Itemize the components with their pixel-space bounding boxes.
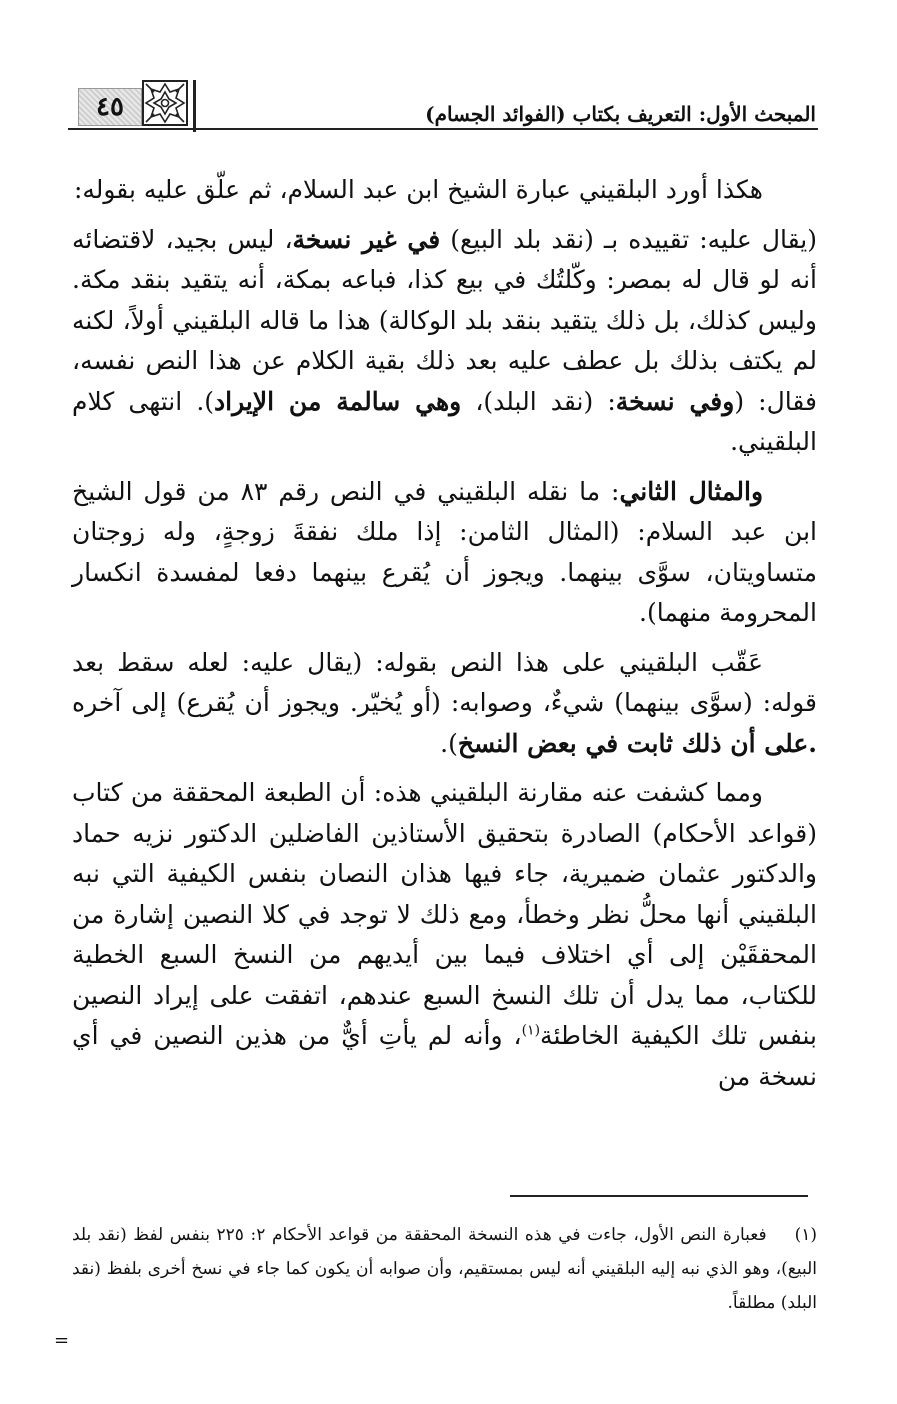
footnote-marker: (١) bbox=[794, 1225, 818, 1245]
text-segment: : (نقد البلد)، bbox=[461, 386, 616, 416]
paragraph bbox=[72, 472, 817, 634]
text-segment-bold: في غير نسخة bbox=[292, 224, 441, 254]
main-text bbox=[72, 170, 817, 1106]
footnotes bbox=[72, 1218, 817, 1320]
footnote-text: فعبارة النص الأول، جاءت في هذه النسخة المحققة من قواعد الأحكام ٢: ٢٢٥ بنفس لفظ (نقد بلد البيع)، وهو الذي نبه إليه البلقيني أنه ليس بمستقيم، وأن صوابه أن يكون كما جاء في نسخ أخرى بلفظ (نقد البلد) مطلقاً. bbox=[72, 1225, 817, 1313]
text-segment-bold: وفي نسخة bbox=[615, 386, 735, 416]
header-title: المبحث الأول: التعريف بكتاب (الفوائد الجسام) bbox=[425, 102, 816, 126]
footnote-separator bbox=[510, 1195, 808, 1197]
page-number: ٤٥ bbox=[78, 88, 142, 126]
paragraph bbox=[72, 643, 817, 765]
text-segment-bold: وهي سالمة من الإيراد bbox=[214, 386, 462, 416]
running-header bbox=[68, 80, 818, 130]
header-divider bbox=[193, 80, 196, 132]
text-segment-bold: والمثال الثاني bbox=[619, 476, 764, 506]
text-segment: ). bbox=[440, 728, 458, 758]
text-segment: ، ليس بجيد، لاقتضائه أنه لو قال له بمصر: وكّلتُك في بيع كذا، فباعه بمكة، أنه يتقيد بنقد مكة. وليس كذلك، بل ذلك يتقيد بنقد بلد الوكالة) هذا ما قاله البلقيني أولاً، لكنه لم يكتف بذلك بل عطف عليه بعد ذلك بقية الكلام عن هذا النص نفسه، فقال: ( bbox=[72, 224, 817, 416]
footnote bbox=[72, 1218, 817, 1320]
ornament-icon bbox=[142, 80, 188, 126]
text-segment-bold: .على أن ذلك ثابت في بعض النسخ bbox=[457, 728, 817, 758]
text-segment: ، وأنه لم يأتِ أيٌّ من هذين النصين في أي نسخة من bbox=[72, 1021, 817, 1091]
continuation-mark: = bbox=[54, 1330, 70, 1351]
text-segment: هكذا أورد البلقيني عبارة الشيخ ابن عبد السلام، ثم علّق عليه بقوله: bbox=[73, 175, 763, 204]
paragraph bbox=[72, 170, 817, 211]
text-segment: ومما كشفت عنه مقارنة البلقيني هذه: أن الطبعة المحققة من كتاب (قواعد الأحكام) الصادرة بتحقيق الأستاذين الفاضلين الدكتور نزيه حماد والدكتور عثمان ضميرية، جاء فيها هذان النصان بنفس الكيفية التي نبه البلقيني أنها محلُّ نظر وخطأ، ومع ذلك لا توجد في كلا النصين إشارة من المحققَيْن إلى أي اختلاف فيما بين أيديهم من النسخ السبع الخطية للكتاب، مما يدل أن تلك النسخ السبع عندهم، اتفقت على إيراد النصين بنفس تلك الكيفية الخاطئة bbox=[72, 778, 817, 1050]
text-segment: عَقّب البلقيني على هذا النص بقوله: (يقال عليه: لعله سقط بعد قوله: (سوَّى بينهما) شيءٌ، وصوابه: (أو يُخيّر. ويجوز أن يُقرع) إلى آخره bbox=[72, 647, 817, 717]
paragraph bbox=[72, 773, 817, 1097]
text-segment: (يقال عليه: تقييده بـ (نقد بلد البيع) bbox=[440, 224, 817, 254]
footnote-ref[interactable]: (١) bbox=[521, 1022, 541, 1039]
text-segment: : ما نقله البلقيني في النص رقم ٨٣ من قول الشيخ ابن عبد السلام: (المثال الثامن: إذا ملك نفقةَ زوجةٍ، وله زوجتان متساويتان، سوَّى بينهما. ويجوز أن يُقرع بينهما دفعا لمفسدة انكسار المحرومة منهما). bbox=[72, 476, 817, 627]
paragraph bbox=[72, 220, 817, 463]
text-segment: ). انتهى كلام البلقيني. bbox=[72, 386, 817, 456]
header-rule bbox=[68, 128, 818, 130]
